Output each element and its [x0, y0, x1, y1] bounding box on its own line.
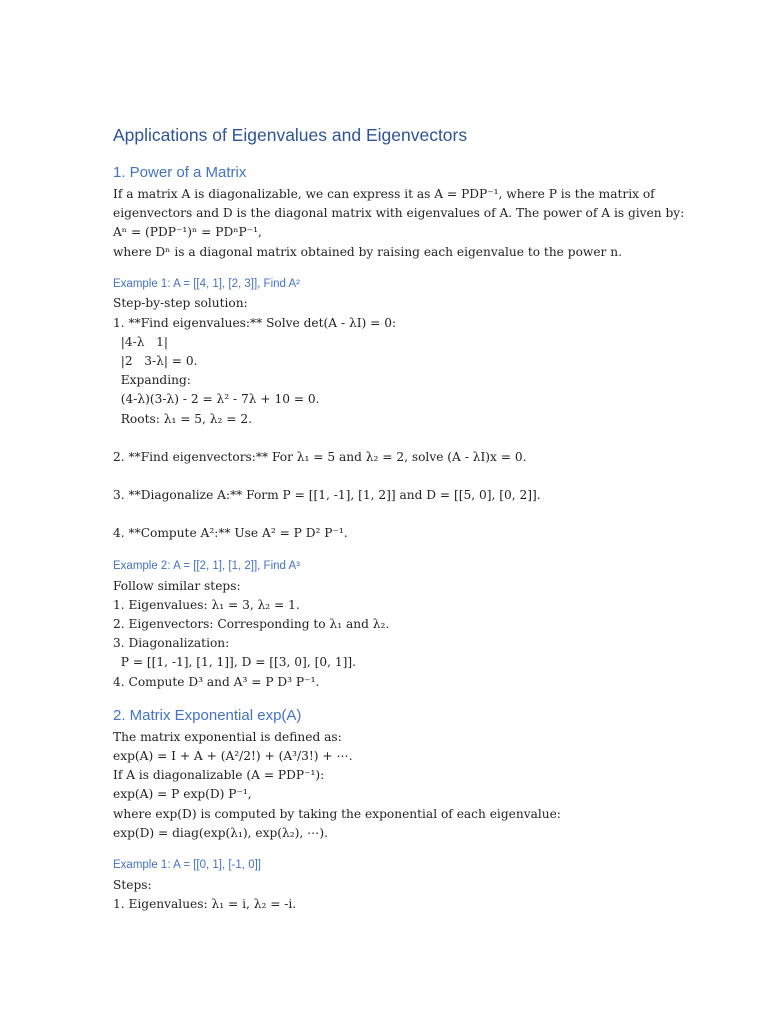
formula-line: Aⁿ = (PDP⁻¹)ⁿ = PDⁿP⁻¹, [113, 225, 262, 239]
section-heading-matrix-exponential: 2. Matrix Exponential exp(A) [113, 707, 302, 724]
example-line: Follow similar steps: [113, 579, 241, 593]
example-step-2: 2. **Find eigenvectors:** For λ₁ = 5 and λ₂ = 2, solve (A - λI)x = 0. [113, 450, 527, 464]
paragraph-line: where Dⁿ is a diagonal matrix obtained by raising each eigenvalue to the power n. [113, 245, 622, 259]
example-heading-3: Example 1: A = [[0, 1], [-1, 0]] [113, 859, 261, 871]
document-title: Applications of Eigenvalues and Eigenvectors [113, 125, 468, 145]
example-line: 4. Compute D³ and A³ = P D³ P⁻¹. [113, 675, 320, 689]
paragraph-line: where exp(D) is computed by taking the exponential of each eigenvalue: [113, 807, 561, 821]
example-line: |4-λ 1| [113, 335, 168, 349]
example-heading-2: Example 2: A = [[2, 1], [1, 2]], Find A³ [113, 560, 300, 572]
paragraph-line: eigenvectors and D is the diagonal matrix with eigenvalues of A. The power of A is given by: [113, 206, 685, 220]
example-step-3: 3. **Diagonalize A:** Form P = [[1, -1], [1, 2]] and D = [[5, 0], [0, 2]]. [113, 488, 541, 502]
example-line: 3. Diagonalization: [113, 636, 230, 650]
example-line: (4-λ)(3-λ) - 2 = λ² - 7λ + 10 = 0. [113, 392, 320, 406]
example-line: 1. Eigenvalues: λ₁ = i, λ₂ = -i. [113, 897, 297, 911]
paragraph-line: If a matrix A is diagonalizable, we can express it as A = PDP⁻¹, where P is the matrix of [113, 187, 655, 201]
example-line: Expanding: [113, 373, 191, 387]
example-line: Roots: λ₁ = 5, λ₂ = 2. [113, 412, 253, 426]
formula-line: exp(D) = diag(exp(λ₁), exp(λ₂), ⋯). [113, 826, 328, 840]
example-line: Step-by-step solution: [113, 296, 248, 310]
example-step-4: 4. **Compute A²:** Use A² = P D² P⁻¹. [113, 526, 348, 540]
formula-line: exp(A) = I + A + (A²/2!) + (A³/3!) + ⋯. [113, 749, 353, 763]
example-line: 1. Eigenvalues: λ₁ = 3, λ₂ = 1. [113, 598, 300, 612]
example-line: |2 3-λ| = 0. [113, 354, 198, 368]
example-line: 2. Eigenvectors: Corresponding to λ₁ and λ₂. [113, 617, 390, 631]
example-line: P = [[1, -1], [1, 1]], D = [[3, 0], [0, 1]]. [113, 655, 356, 669]
example-heading-1: Example 1: A = [[4, 1], [2, 3]], Find A² [113, 278, 300, 290]
section-heading-power-of-matrix: 1. Power of a Matrix [113, 164, 247, 181]
paragraph-line: If A is diagonalizable (A = PDP⁻¹): [113, 768, 325, 782]
paragraph-line: The matrix exponential is defined as: [113, 730, 342, 744]
formula-line: exp(A) = P exp(D) P⁻¹, [113, 787, 252, 801]
example-line: Steps: [113, 878, 152, 892]
example-line: 1. **Find eigenvalues:** Solve det(A - λI) = 0: [113, 316, 397, 330]
